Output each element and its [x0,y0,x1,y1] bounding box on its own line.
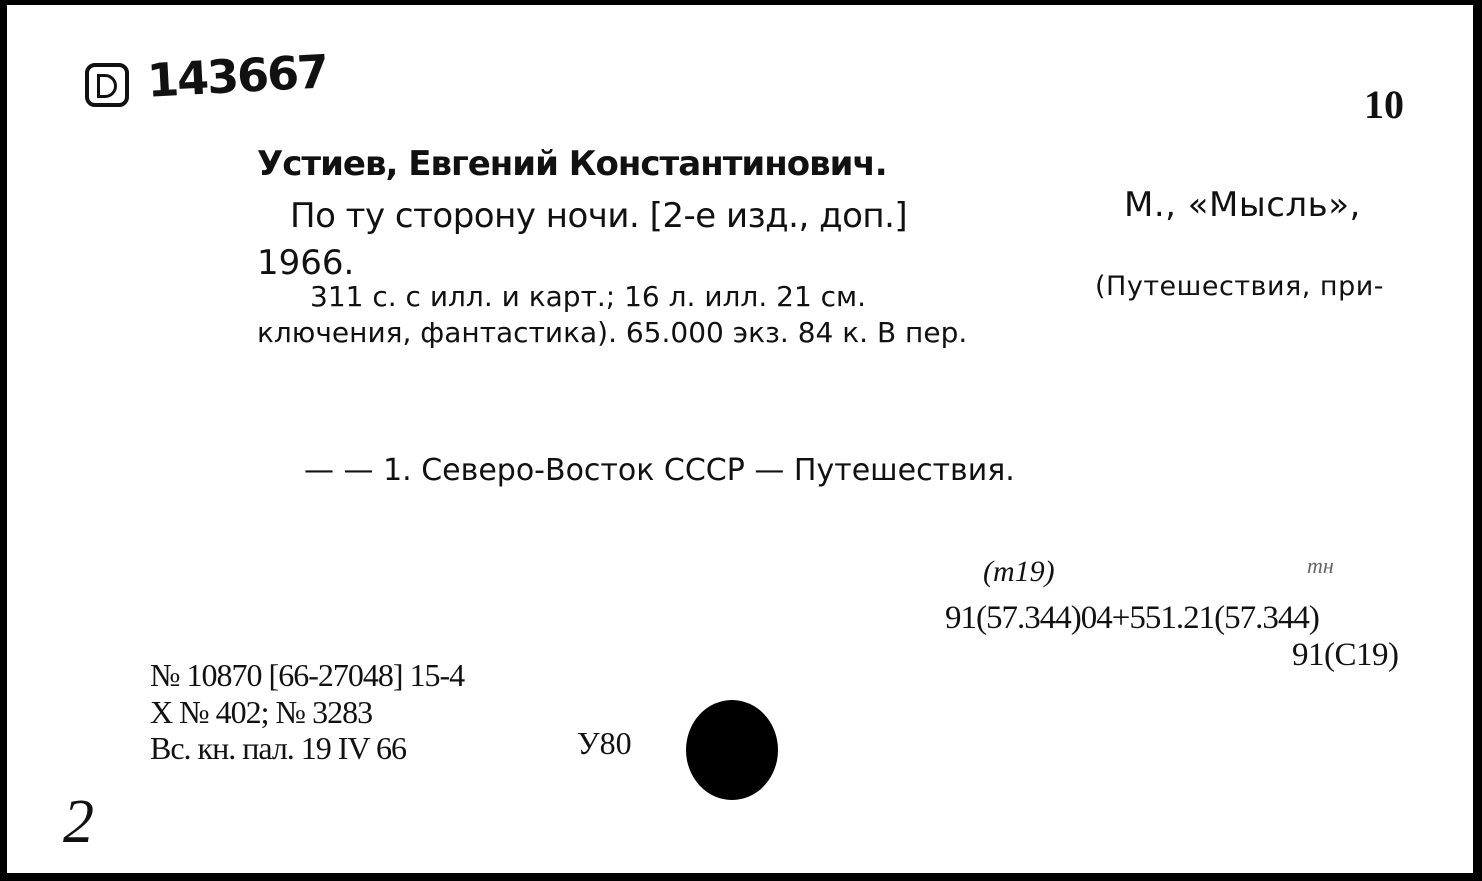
record-reference: Х № 402; № 3283 [150,694,373,730]
publisher: М., «Мысль», [1124,185,1361,225]
record-number: № 10870 [66-27048] 15-4 [150,657,465,693]
physical-description-cont: ключения, фантастика). 65.000 экз. 84 к. В пер. [257,316,968,349]
catalog-card [7,5,1473,873]
publication-year: 1966. [257,243,355,283]
stamp-number: 143667 [145,44,329,108]
library-stamp-icon [85,63,129,107]
classification-index-2: 91(С19) [1292,637,1399,673]
card-number: 10 [1364,82,1404,127]
record-code: У80 [577,725,632,761]
author-heading: Устиев, Евгений Константинович. [257,144,887,184]
classification-index: 91(57.344)04+551.21(57.344) [945,600,1319,636]
handwritten-mark: тн [1307,553,1334,578]
physical-description: 311 с. с илл. и карт.; 16 л. илл. 21 см. [310,280,867,313]
handwritten-digit: 2 [63,788,94,856]
book-title: По ту сторону ночи. [2-е изд., доп.] [290,196,908,236]
chamber-date: Вс. кн. пал. 19 IV 66 [150,730,406,766]
subject-heading: — — 1. Северо-Восток СССР — Путешествия. [304,453,1015,488]
series-note: (Путешествия, при- [1095,271,1384,302]
punch-hole [686,700,778,800]
handwritten-class: (т19) [983,555,1055,588]
